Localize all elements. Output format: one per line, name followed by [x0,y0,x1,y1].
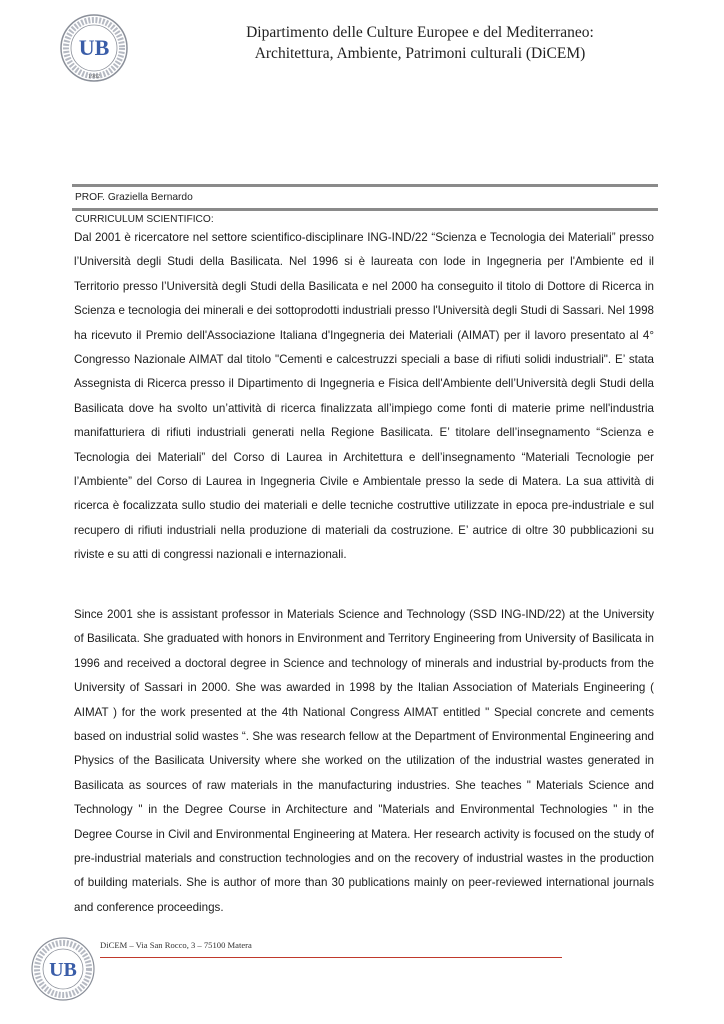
paragraph-english-text: Since 2001 she is assistant professor in Materials Science and Technology (SSD ING-IND/22) at the University of Basilicata. She graduated with honors in Environment and Territory Engineering from University of Basilicata in 1996 and received a doctoral degree in Science and technology of minerals and industrial by-products from the University of Sassari in 2000. She was awarded in 1998 by the Italian Association of Materials Engineering ( AIMAT ) for the work presented at the 4th National Congress AIMAT entitled " Special concrete and cements based on industrial solid wastes “. She was research fellow at the Department of Environmental Engineering and Physics of the Basilicata University where she worked on the utilization of the industrial wastes generated in Basilicata as sources of raw materials in the manufacturing industries. She teaches " Materials Science and Technology " in the Degree Course in Architecture and "Materials and Environmental Technologies " in the Degree Course in Civil and Environmental Engineering at Matera. Her research activity is focused on the study of pre-industrial materials and construction technologies and on the recovery of industrial wastes in the production of building materials. She is author of more than 30 publications mainly on peer-reviewed international journals and conference proceedings. [74,608,654,914]
university-logo [58,12,130,84]
department-title-line2: Architettura, Ambiente, Patrimoni culturali (DiCEM) [254,45,586,62]
footer-logo-monogram: UB [49,959,77,981]
cv-paragraph-italian [74,226,654,568]
logo-year: 1982 [88,74,100,80]
logo-monogram: UB [78,35,110,60]
header-divider-lower [72,208,658,211]
footer-logo [28,934,98,1004]
cv-label: CURRICULUM SCIENTIFICO: [75,214,214,225]
header-divider [72,184,658,187]
cv-paragraph-english [74,603,654,920]
footer-divider [100,957,562,958]
footer-address: DiCEM – Via San Rocco, 3 – 75100 Matera [100,940,252,950]
professor-name: PROF. Graziella Bernardo [75,192,193,203]
paragraph-italian-text: Dal 2001 è ricercatore nel settore scientifico-disciplinare ING-IND/22 “Scienza e Tecnologia dei Materiali” presso l’Università degli Studi della Basilicata. Nel 1996 si è laureata con lode in Ingegneria per l'Ambiente ed il Territorio presso l’Università degli Studi della Basilicata e nel 2000 ha conseguito il titolo di Dottore di Ricerca in Scienza e tecnologia dei minerali e dei sottoprodotti industriali presso l'Università degli Studi di Sassari. Nel 1998 ha ricevuto il Premio dell'Associazione Italiana d'Ingegneria dei Materiali (AIMAT) per il lavoro presentato al 4° Congresso Nazionale AIMAT dal titolo "Cementi e calcestruzzi speciali a base di rifiuti solidi industriali". E’ stata Assegnista di Ricerca presso il Dipartimento di Ingegneria e Fisica dell'Ambiente dell’Università degli Studi della Basilicata dove ha svolto un’attività di ricerca finalizzata all’impiego come fonti di materie prime nell'industria manifatturiera di rifiuti industriali generati nella Regione Basilicata. E’ titolare dell’insegnamento “Scienza e Tecnologia dei Materiali” del Corso di Laurea in Architettura e dell’insegnamento “Materiali Tecnologie per l’Ambiente” del Corso di Laurea in Ingegneria Civile e Ambientale presso la sede di Matera. La sua attività di ricerca è focalizzata sullo studio dei materiali e delle tecniche costruttive utilizzate in epoca pre-industriale e sul recupero di rifiuti industriali nella produzione di materiali da costruzione. E’ autrice di oltre 30 pubblicazioni su riviste e su atti di congressi nazionali e internazionali. [74,231,654,562]
department-title [200,22,640,64]
department-title-line1: Dipartimento delle Culture Europee e del Mediterraneo: [246,24,594,41]
